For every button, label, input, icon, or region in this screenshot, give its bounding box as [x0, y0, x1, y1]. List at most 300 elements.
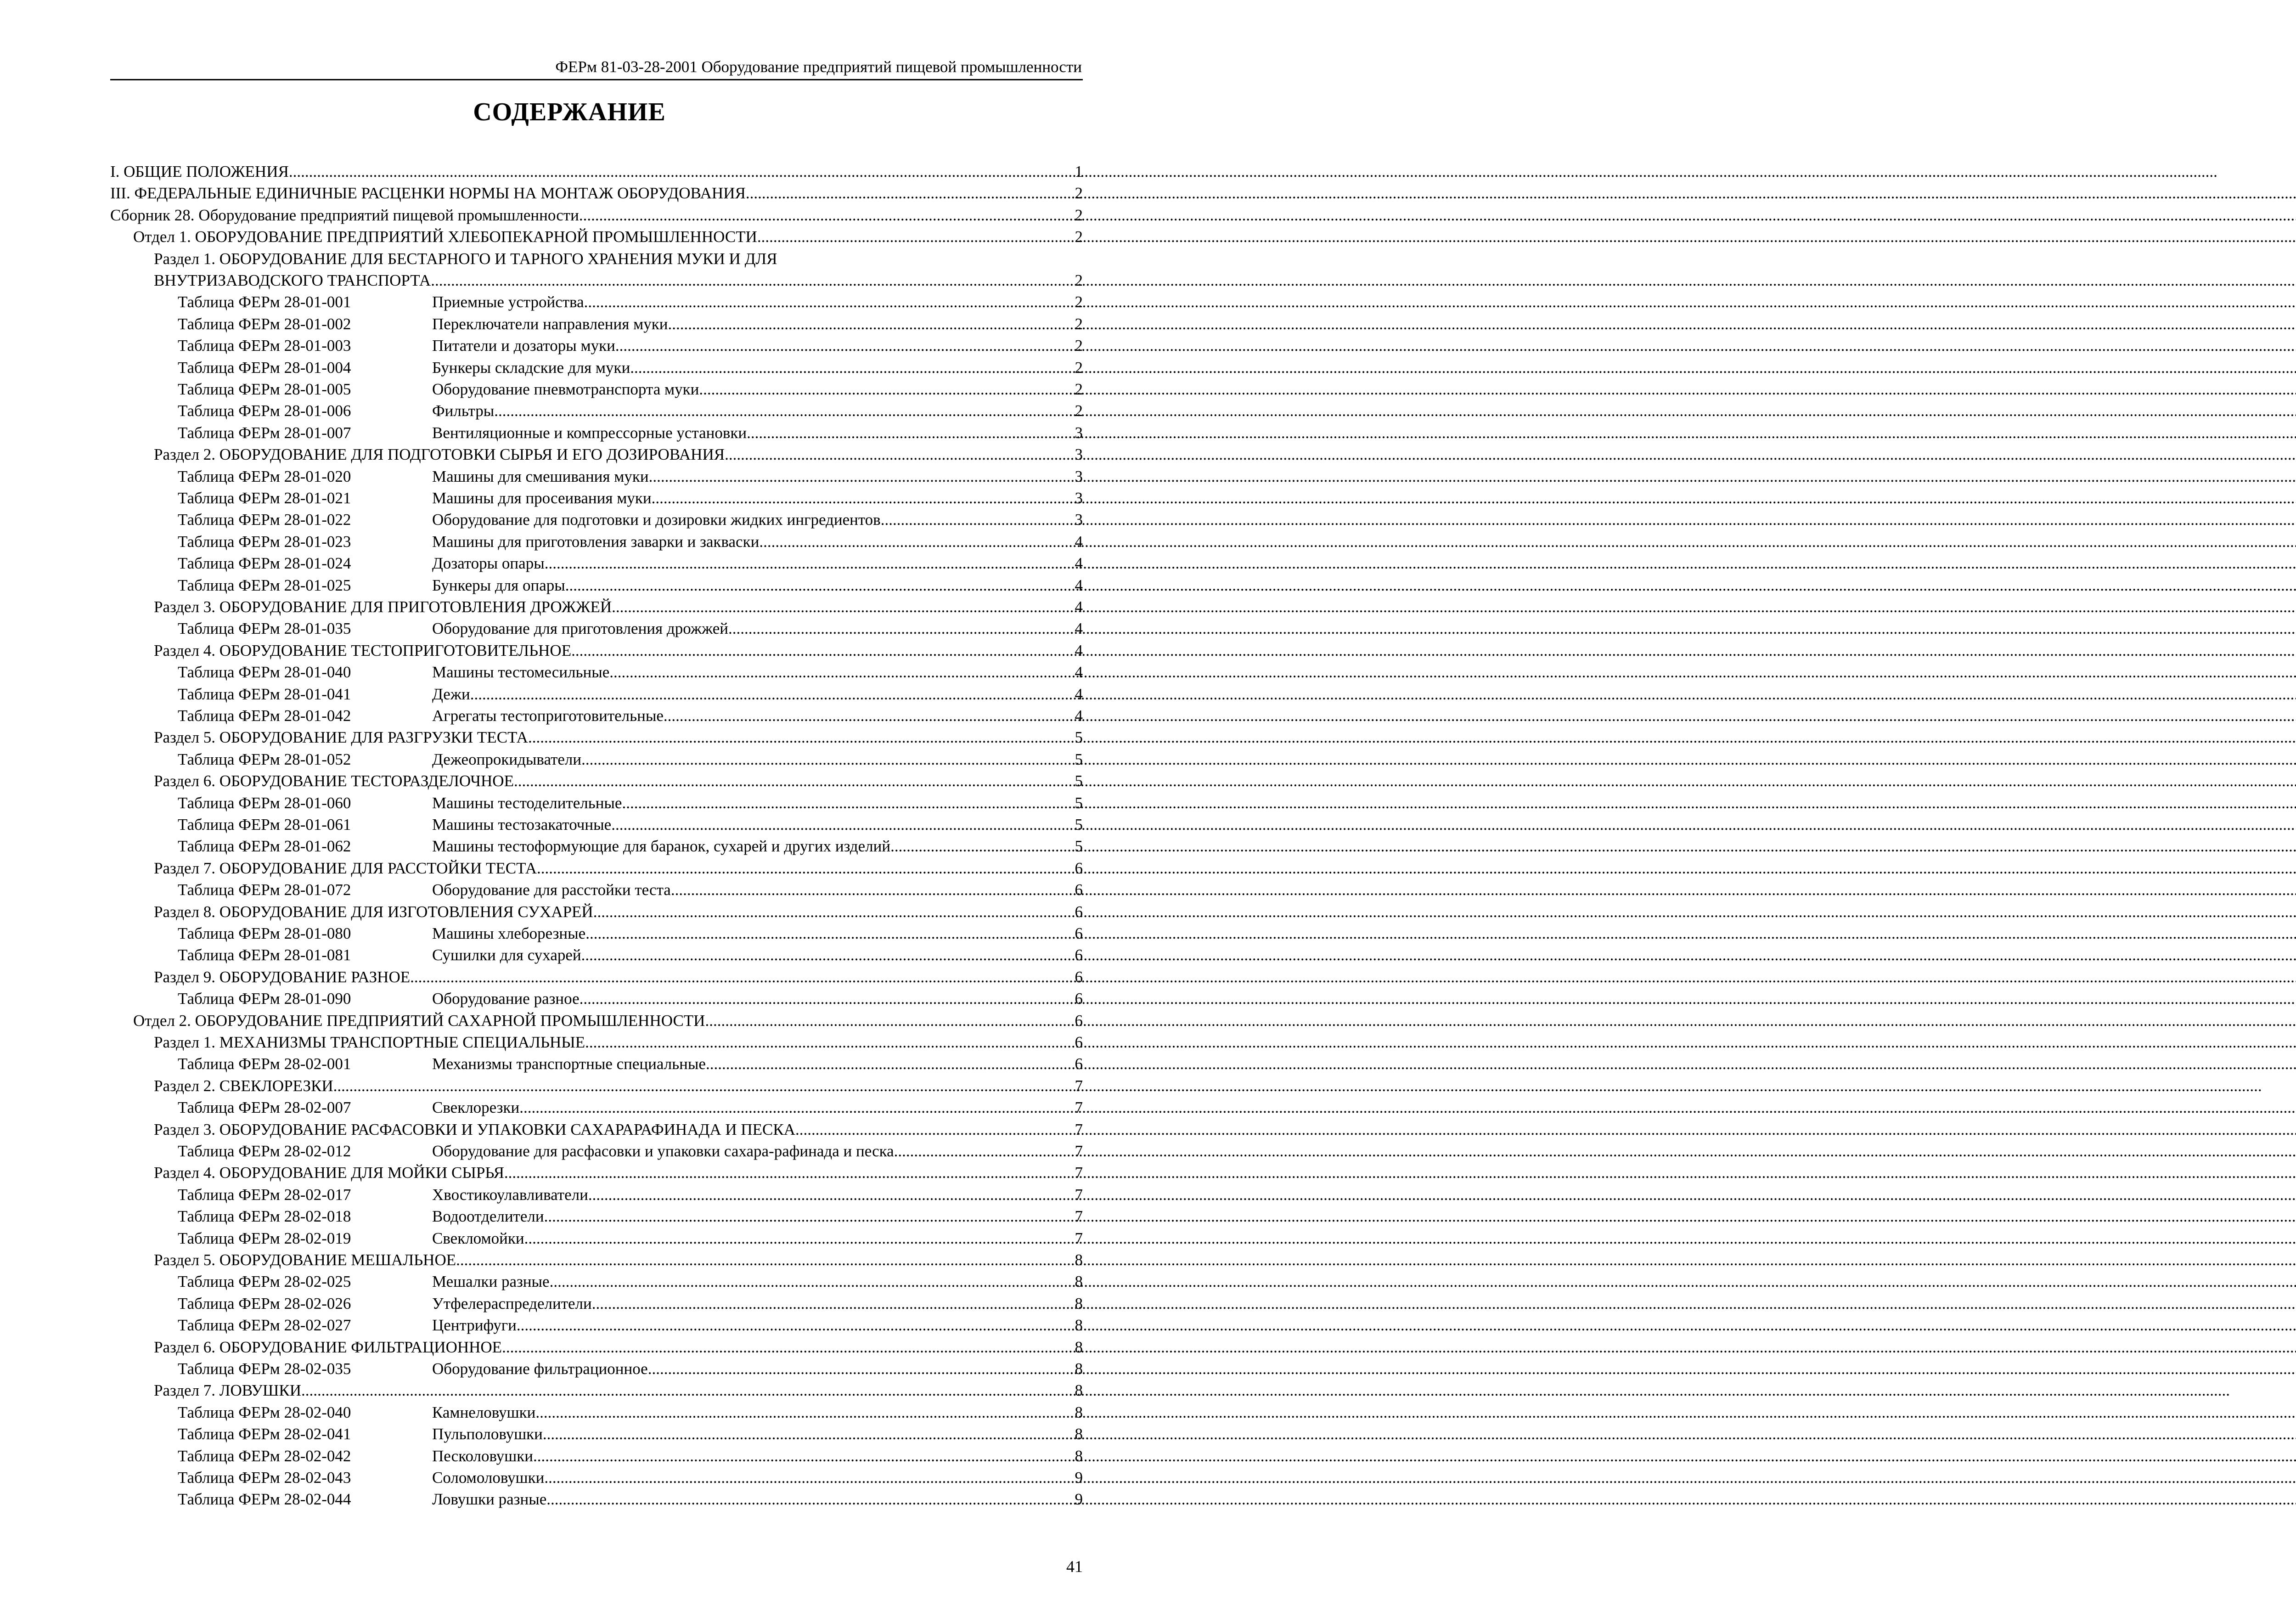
- dot-leader: [747, 422, 1075, 444]
- toc-entry-text: Раздел 4. ОБОРУДОВАНИЕ ТЕСТОПРИГОТОВИТЕЛЬНОЕ: [154, 641, 572, 659]
- dot-leader: [795, 1119, 1075, 1141]
- toc-entry-line: [178, 357, 1083, 379]
- toc-entry-line: [154, 901, 1083, 923]
- toc-entry: [0, 1249, 1139, 1271]
- toc-entry-text: [178, 422, 747, 444]
- toc-entry-text: [178, 1402, 535, 1424]
- toc-entry-text: Раздел 2. ОБОРУДОВАНИЕ ДЛЯ ПОДГОТОВКИ СЫРЬЯ И ЕГО ДОЗИРОВАНИЯ: [154, 445, 725, 464]
- toc-entry-text: [178, 1293, 592, 1315]
- toc-entry-text: [178, 487, 652, 509]
- table-code: Таблица ФЕРм 28-02-001: [178, 1055, 351, 1073]
- dot-leader: [470, 683, 1075, 705]
- dot-leader: [609, 661, 1075, 683]
- toc-entry-text: Раздел 5. ОБОРУДОВАНИЕ МЕШАЛЬНОЕ: [154, 1251, 456, 1269]
- toc-entry-text: [178, 879, 671, 901]
- dot-leader: [612, 596, 1075, 618]
- toc-page-number: 6: [1075, 902, 1083, 921]
- toc-entry: [0, 466, 1139, 488]
- toc-entry-text: [178, 466, 649, 488]
- toc-entry-line: [178, 400, 1083, 422]
- table-code: Таблица ФЕРм 28-02-043: [178, 1469, 351, 1487]
- table-code: Таблица ФЕРм 28-02-027: [178, 1316, 351, 1335]
- toc-entry: [0, 1358, 1139, 1380]
- table-code: Таблица ФЕРм 28-01-001: [178, 293, 351, 311]
- toc-page-number: 3: [1075, 467, 1083, 485]
- toc-page-number: 8: [1075, 1338, 1083, 1356]
- table-title: Бункеры складские для муки: [432, 358, 630, 377]
- dot-leader: [546, 1488, 1075, 1510]
- toc-page-number: 8: [1075, 1403, 1083, 1421]
- toc-entry-line: [178, 792, 1083, 814]
- toc-entry-line: [178, 487, 1083, 509]
- toc-page-number: 3: [1075, 489, 1083, 507]
- toc-entry-line: [154, 1162, 1083, 1184]
- toc-entry-line: [154, 770, 1083, 792]
- toc-entry-text: [178, 1271, 550, 1293]
- toc-entry: [0, 575, 1139, 597]
- toc-entry-line: [110, 182, 1083, 204]
- table-code: Таблица ФЕРм 28-01-060: [178, 794, 351, 812]
- toc-entry: [0, 944, 1139, 966]
- toc-page-number: 4: [1075, 554, 1083, 573]
- dot-leader: [514, 770, 1075, 792]
- dot-leader: [524, 1228, 1075, 1250]
- dot-leader: [494, 400, 1075, 422]
- toc-page-number: 3: [1075, 445, 1083, 464]
- toc-entry: [0, 226, 1139, 248]
- toc-entry-text: [178, 705, 664, 727]
- dot-leader: [652, 487, 1075, 509]
- toc-entry-line: [178, 1402, 1083, 1424]
- toc-entry-text: [178, 944, 581, 966]
- toc-entry-text: [178, 291, 584, 313]
- toc-page-number: 6: [1075, 859, 1083, 877]
- toc-entry: [0, 1467, 1139, 1489]
- toc-page-number: 6: [1075, 968, 1083, 986]
- toc-entry-line: [178, 944, 1083, 966]
- toc-page-number: 5: [1075, 772, 1083, 790]
- table-code: Таблица ФЕРм 28-02-026: [178, 1294, 351, 1312]
- toc-entry: [0, 1075, 1139, 1097]
- toc-entry-text: [178, 1423, 543, 1445]
- table-code: Таблица ФЕРм 28-01-052: [178, 750, 351, 768]
- toc-entry-text: Раздел 2. СВЕКЛОРЕЗКИ: [154, 1076, 333, 1095]
- toc-page-number: 5: [1075, 794, 1083, 812]
- table-code: Таблица ФЕРм 28-01-080: [178, 924, 351, 942]
- toc-entry: [0, 487, 1139, 509]
- toc-entry: [0, 966, 1139, 988]
- toc-entry: [0, 683, 1139, 705]
- toc-entry: [0, 1271, 1139, 1293]
- toc-entry-line: [178, 1184, 1083, 1206]
- toc-entry-line: [178, 575, 1083, 597]
- toc-entry-line: [178, 1358, 1083, 1380]
- dot-leader: [584, 291, 1075, 313]
- toc-entry: [0, 1228, 1139, 1250]
- table-title: Свекломойки: [432, 1229, 524, 1247]
- dot-leader: [746, 182, 1075, 204]
- toc-entry-line: [154, 444, 1083, 466]
- dot-leader: [502, 1336, 1075, 1358]
- dot-leader: [580, 988, 1075, 1010]
- toc-entry-line: [178, 1271, 1083, 1293]
- table-title: Питатели и дозаторы муки: [432, 337, 615, 355]
- toc-entry: [0, 988, 1139, 1010]
- dot-leader: [611, 814, 1075, 836]
- table-title: Машины хлеборезные: [432, 924, 586, 942]
- table-code: Таблица ФЕРм 28-01-020: [178, 467, 351, 485]
- toc-page-number: 7: [1075, 1229, 1083, 1247]
- table-title: Оборудование для подготовки и дозировки жидких ингредиентов: [432, 511, 881, 529]
- toc-entry-line: [178, 1467, 1083, 1489]
- toc-page-number: 4: [1075, 641, 1083, 659]
- dot-leader: [544, 1467, 1075, 1489]
- dot-leader: [519, 1097, 1075, 1119]
- toc-entry-text: Раздел 3. ОБОРУДОВАНИЕ ДЛЯ ПРИГОТОВЛЕНИЯ ДРОЖЖЕЙ: [154, 598, 612, 616]
- toc-entry: [0, 509, 1139, 531]
- dot-leader: [759, 531, 1075, 553]
- page-number: 41: [1066, 1557, 1083, 1576]
- toc-entry-line: [154, 1380, 1083, 1402]
- toc-page-number: 6: [1075, 1011, 1083, 1030]
- toc-page-number: 4: [1075, 685, 1083, 703]
- toc-page-number: 4: [1075, 598, 1083, 616]
- toc-entry: [0, 1184, 1139, 1206]
- dot-leader: [535, 1402, 1075, 1424]
- toc-entry-text: Сборник 28. Оборудование предприятий пищевой промышленности: [110, 206, 579, 224]
- toc-page-number: 2: [1075, 228, 1083, 246]
- table-title: Машины тестоделительные: [432, 794, 622, 812]
- toc-entry: [0, 857, 1139, 879]
- toc-page-number: 7: [1075, 1207, 1083, 1226]
- toc-page-number: 2: [1075, 271, 1083, 289]
- toc-entry-text: [178, 814, 611, 836]
- toc-entry-text: [178, 1228, 524, 1250]
- toc-page-number: 4: [1075, 576, 1083, 594]
- toc-entry: [0, 1119, 1139, 1141]
- toc-entry: [0, 552, 1139, 575]
- toc-entry-text: [178, 1467, 544, 1489]
- dot-leader: [699, 378, 1075, 400]
- toc-entry-text: [178, 923, 585, 945]
- toc-entry-line: [178, 749, 1083, 771]
- table-title: Механизмы транспортные специальные: [432, 1055, 706, 1073]
- toc-entry-line: [178, 661, 1083, 683]
- table-title: Ловушки разные: [432, 1490, 547, 1509]
- toc-page-number: 7: [1075, 1185, 1083, 1204]
- toc-entry-text: [178, 661, 609, 683]
- toc-entry-text: I. ОБЩИЕ ПОЛОЖЕНИЯ: [110, 163, 289, 180]
- toc-entry-text: Раздел 6. ОБОРУДОВАНИЕ ФИЛЬТРАЦИОННОЕ: [154, 1338, 502, 1356]
- toc-entry-text: [178, 1358, 648, 1380]
- toc-entry: [0, 596, 1139, 618]
- toc-page-number: 4: [1075, 532, 1083, 551]
- table-code: Таблица ФЕРм 28-01-003: [178, 337, 351, 355]
- dot-leader: [664, 705, 1075, 727]
- toc-entry-text: [178, 1488, 546, 1510]
- toc-entry: [0, 661, 1139, 683]
- toc-entry: [0, 1162, 1139, 1184]
- table-title: Фильтры: [432, 402, 495, 420]
- toc-entry: [0, 161, 1139, 183]
- table-title: Бункеры для опары: [432, 576, 565, 594]
- toc-entry: [0, 640, 1139, 662]
- dot-leader: [622, 792, 1075, 814]
- table-title: Машины для просеивания муки: [432, 489, 652, 507]
- dot-leader: [533, 1445, 1075, 1467]
- table-title: Вентиляционные и компрессорные установки: [432, 423, 747, 442]
- dot-leader: [728, 618, 1075, 640]
- toc-page-number: 2: [1075, 337, 1083, 355]
- toc-entry-text: ВНУТРИЗАВОДСКОГО ТРАНСПОРТА: [154, 271, 431, 289]
- toc-entry-line: [178, 705, 1083, 727]
- toc-entry: [0, 357, 1139, 379]
- toc-entry-line: [178, 988, 1083, 1010]
- dot-leader: [706, 1053, 1075, 1075]
- toc-entry: [0, 1336, 1139, 1358]
- toc-entry-line: [178, 1423, 1083, 1445]
- dot-leader: [668, 313, 1075, 335]
- toc-entry-text: Раздел 3. ОБОРУДОВАНИЕ РАСФАСОВКИ И УПАКОВКИ САХАРАРАФИНАДА И ПЕСКА: [154, 1120, 796, 1138]
- dot-leader: [581, 749, 1075, 771]
- table-title: Песколовушки: [432, 1447, 533, 1465]
- table-code: Таблица ФЕРм 28-01-006: [178, 402, 351, 420]
- table-title: Оборудование для расстойки теста: [432, 881, 671, 899]
- dot-leader: [410, 966, 1075, 988]
- toc-page-number: 2: [1075, 380, 1083, 398]
- table-code: Таблица ФЕРм 28-02-035: [178, 1360, 351, 1378]
- dot-leader: [550, 1271, 1075, 1293]
- toc-page-number: 8: [1075, 1273, 1083, 1291]
- table-of-contents: [0, 0, 1139, 1611]
- toc-entry: [0, 792, 1139, 814]
- table-title: Оборудование фильтрационное: [432, 1360, 648, 1378]
- toc-entry: [0, 400, 1139, 422]
- toc-page-number: 8: [1075, 1294, 1083, 1312]
- table-code: Таблица ФЕРм 28-02-018: [178, 1207, 351, 1226]
- toc-entry-line: [154, 857, 1083, 879]
- toc-entry: [0, 1097, 1139, 1119]
- toc-entry-line: [178, 923, 1083, 945]
- table-code: Таблица ФЕРм 28-01-022: [178, 511, 351, 529]
- table-title: Оборудование пневмотранспорта муки: [432, 380, 699, 398]
- toc-entry-text: [178, 357, 630, 379]
- toc-entry: [0, 901, 1139, 923]
- toc-page-number: 4: [1075, 620, 1083, 638]
- dot-leader: [431, 270, 1075, 292]
- toc-entry-text: [178, 1314, 517, 1336]
- toc-entry-text: [178, 835, 890, 857]
- toc-entry-line: [154, 727, 1083, 749]
- toc-entry-text: [178, 988, 580, 1010]
- toc-page-number: 2: [1075, 358, 1083, 377]
- dot-leader: [890, 835, 1075, 857]
- toc-page-number: 5: [1075, 728, 1083, 747]
- toc-entry: [0, 335, 1139, 357]
- toc-entry-line: [178, 422, 1083, 444]
- dot-leader: [544, 1205, 1075, 1228]
- toc-entry-text: Раздел 1. ОБОРУДОВАНИЕ ДЛЯ БЕСТАРНОГО И ТАРНОГО ХРАНЕНИЯ МУКИ И ДЛЯ: [154, 249, 777, 268]
- toc-entry: [0, 705, 1139, 727]
- table-title: Машины тестоформующие для баранок, сухарей и других изделий: [432, 837, 891, 856]
- toc-page-number: 2: [1075, 315, 1083, 333]
- toc-entry: [0, 1140, 1139, 1162]
- dot-leader: [333, 1075, 1075, 1097]
- table-title: Оборудование разное: [432, 990, 580, 1008]
- table-code: Таблица ФЕРм 28-02-019: [178, 1229, 351, 1247]
- toc-entry-line: [178, 1488, 1083, 1510]
- table-title: Мешалки разные: [432, 1273, 550, 1291]
- table-title: Машины для приготовления заварки и закваски: [432, 532, 760, 551]
- toc-entry-text: [178, 1184, 588, 1206]
- dot-leader: [881, 509, 1075, 531]
- dot-leader: [528, 727, 1075, 749]
- toc-entry-text: [178, 575, 565, 597]
- table-code: Таблица ФЕРм 28-01-061: [178, 816, 351, 834]
- toc-page-number: 2: [1075, 293, 1083, 311]
- table-code: Таблица ФЕРм 28-01-081: [178, 946, 351, 964]
- toc-entry: [0, 444, 1139, 466]
- dot-leader: [648, 1358, 1075, 1380]
- toc-entry-text: III. ФЕДЕРАЛЬНЫЕ ЕДИНИЧНЫЕ РАСЦЕНКИ НОРМЫ НА МОНТАЖ ОБОРУДОВАНИЯ: [110, 184, 746, 203]
- table-title: Водоотделители: [432, 1207, 544, 1226]
- toc-entry-line: [178, 552, 1083, 575]
- toc-page-number: 8: [1075, 1360, 1083, 1378]
- toc-page-number: 9: [1075, 1490, 1083, 1509]
- toc-entry: [0, 270, 1139, 292]
- toc-entry-line: [178, 879, 1083, 901]
- table-code: Таблица ФЕРм 28-02-042: [178, 1447, 351, 1465]
- toc-entry-text: [178, 313, 668, 335]
- dot-leader: [649, 466, 1075, 488]
- table-title: Оборудование для расфасовки и упаковки сахара-рафинада и песка: [432, 1142, 894, 1160]
- dot-leader: [705, 1010, 1075, 1032]
- toc-entry-line: [178, 683, 1083, 705]
- toc-entry-line: [154, 270, 1083, 292]
- table-title: Камнеловушки: [432, 1403, 536, 1421]
- toc-entry: [0, 291, 1139, 313]
- toc-entry-line: [178, 1140, 1083, 1162]
- toc-page-number: 2: [1075, 184, 1083, 203]
- dot-leader: [588, 1184, 1075, 1206]
- toc-page-number: 6: [1075, 1033, 1083, 1051]
- table-code: Таблица ФЕРм 28-01-041: [178, 685, 351, 703]
- dot-leader: [757, 226, 1075, 248]
- dot-leader: [571, 640, 1075, 662]
- table-code: Таблица ФЕРм 28-01-002: [178, 315, 351, 333]
- toc-entry-line: [178, 509, 1083, 531]
- table-title: Приемные устройства: [432, 293, 584, 311]
- toc-entry-text: [178, 335, 615, 357]
- toc-page-number: 3: [1075, 423, 1083, 442]
- table-code: Таблица ФЕРм 28-01-040: [178, 663, 351, 682]
- toc-entry: [0, 1445, 1139, 1467]
- toc-entry: [0, 1314, 1139, 1336]
- toc-entry: [0, 835, 1139, 857]
- toc-entry-text: [178, 749, 581, 771]
- toc-entry-line: [178, 1097, 1083, 1119]
- dot-leader: [630, 357, 1075, 379]
- toc-entry-text: [178, 618, 728, 640]
- toc-page-number: 2: [1075, 402, 1083, 420]
- toc-entry-text: [178, 1140, 894, 1162]
- toc-page-number: 7: [1075, 1076, 1083, 1095]
- toc-entry: [0, 1293, 1139, 1315]
- table-title: Машины тестомесильные: [432, 663, 610, 682]
- header-text: ФЕРм 81-03-28-2001 Оборудование предприятий пищевой промышленности: [555, 58, 1082, 76]
- toc-entry: [0, 727, 1139, 749]
- toc-entry-line: [178, 291, 1083, 313]
- dot-leader: [894, 1140, 1075, 1162]
- toc-entry-text: [178, 683, 470, 705]
- toc-entry-text: [178, 509, 881, 531]
- table-code: Таблица ФЕРм 28-01-090: [178, 990, 351, 1008]
- dot-leader: [585, 1031, 1075, 1053]
- toc-entry-text: Отдел 1. ОБОРУДОВАНИЕ ПРЕДПРИЯТИЙ ХЛЕБОПЕКАРНОЙ ПРОМЫШЛЕННОСТИ: [133, 228, 757, 246]
- toc-entry: [0, 879, 1139, 901]
- table-title: Оборудование для приготовления дрожжей: [432, 620, 728, 638]
- page-title: СОДЕРЖАНИЕ: [473, 98, 666, 126]
- toc-page-number: 2: [1075, 206, 1083, 224]
- toc-page-number: 8: [1075, 1316, 1083, 1335]
- table-code: Таблица ФЕРм 28-02-044: [178, 1490, 351, 1509]
- dot-leader: [517, 1314, 1075, 1336]
- toc-entry-text: [178, 531, 759, 553]
- toc-entry: [0, 1423, 1139, 1445]
- toc-entry-line: [154, 1031, 1083, 1053]
- table-title: Машины для смешивания муки: [432, 467, 649, 485]
- toc-entry-text: Раздел 8. ОБОРУДОВАНИЕ ДЛЯ ИЗГОТОВЛЕНИЯ СУХАРЕЙ: [154, 902, 593, 921]
- toc-entry-line: [110, 204, 1083, 226]
- table-title: Свеклорезки: [432, 1098, 520, 1117]
- dot-leader: [581, 944, 1075, 966]
- toc-entry-line: [178, 1314, 1083, 1336]
- toc-page-number: 6: [1075, 990, 1083, 1008]
- toc-entry: [0, 770, 1139, 792]
- toc-page-number: 8: [1075, 1447, 1083, 1465]
- toc-entry-text: Раздел 6. ОБОРУДОВАНИЕ ТЕСТОРАЗДЕЛОЧНОЕ: [154, 772, 514, 790]
- toc-entry-text: Раздел 4. ОБОРУДОВАНИЕ ДЛЯ МОЙКИ СЫРЬЯ: [154, 1164, 504, 1182]
- dot-leader: [301, 1380, 1075, 1402]
- toc-page-number: 1: [1075, 163, 1083, 180]
- toc-page-number: 6: [1075, 881, 1083, 899]
- toc-entry-text: [178, 1053, 706, 1075]
- toc-entry: [0, 923, 1139, 945]
- dot-leader: [289, 161, 1075, 183]
- table-code: Таблица ФЕРм 28-02-040: [178, 1403, 351, 1421]
- toc-entry: [0, 618, 1139, 640]
- toc-entry: [0, 1010, 1139, 1032]
- table-code: Таблица ФЕРм 28-01-062: [178, 837, 351, 856]
- table-code: Таблица ФЕРм 28-02-017: [178, 1185, 351, 1204]
- toc-page-number: 6: [1075, 1055, 1083, 1073]
- table-code: Таблица ФЕРм 28-01-025: [178, 576, 351, 594]
- toc-entry-line: [178, 1445, 1083, 1467]
- toc-entry: [0, 1402, 1139, 1424]
- toc-entry-line: [178, 313, 1083, 335]
- toc-entry-text: Раздел 5. ОБОРУДОВАНИЕ ДЛЯ РАЗГРУЗКИ ТЕСТА: [154, 728, 528, 747]
- toc-entry-text: Раздел 1. МЕХАНИЗМЫ ТРАНСПОРТНЫЕ СПЕЦИАЛЬНЫЕ: [154, 1033, 585, 1051]
- dot-leader: [725, 444, 1075, 466]
- toc-entry-text: Раздел 7. ОБОРУДОВАНИЕ ДЛЯ РАССТОЙКИ ТЕСТА: [154, 859, 537, 877]
- toc-entry-line: [110, 161, 1083, 183]
- toc-page-number: 4: [1075, 663, 1083, 682]
- table-code: Таблица ФЕРм 28-01-072: [178, 881, 351, 899]
- dot-leader: [615, 335, 1075, 357]
- toc-entry-line: [154, 966, 1083, 988]
- toc-entry-line: [178, 1293, 1083, 1315]
- table-title: Центрифуги: [432, 1316, 517, 1335]
